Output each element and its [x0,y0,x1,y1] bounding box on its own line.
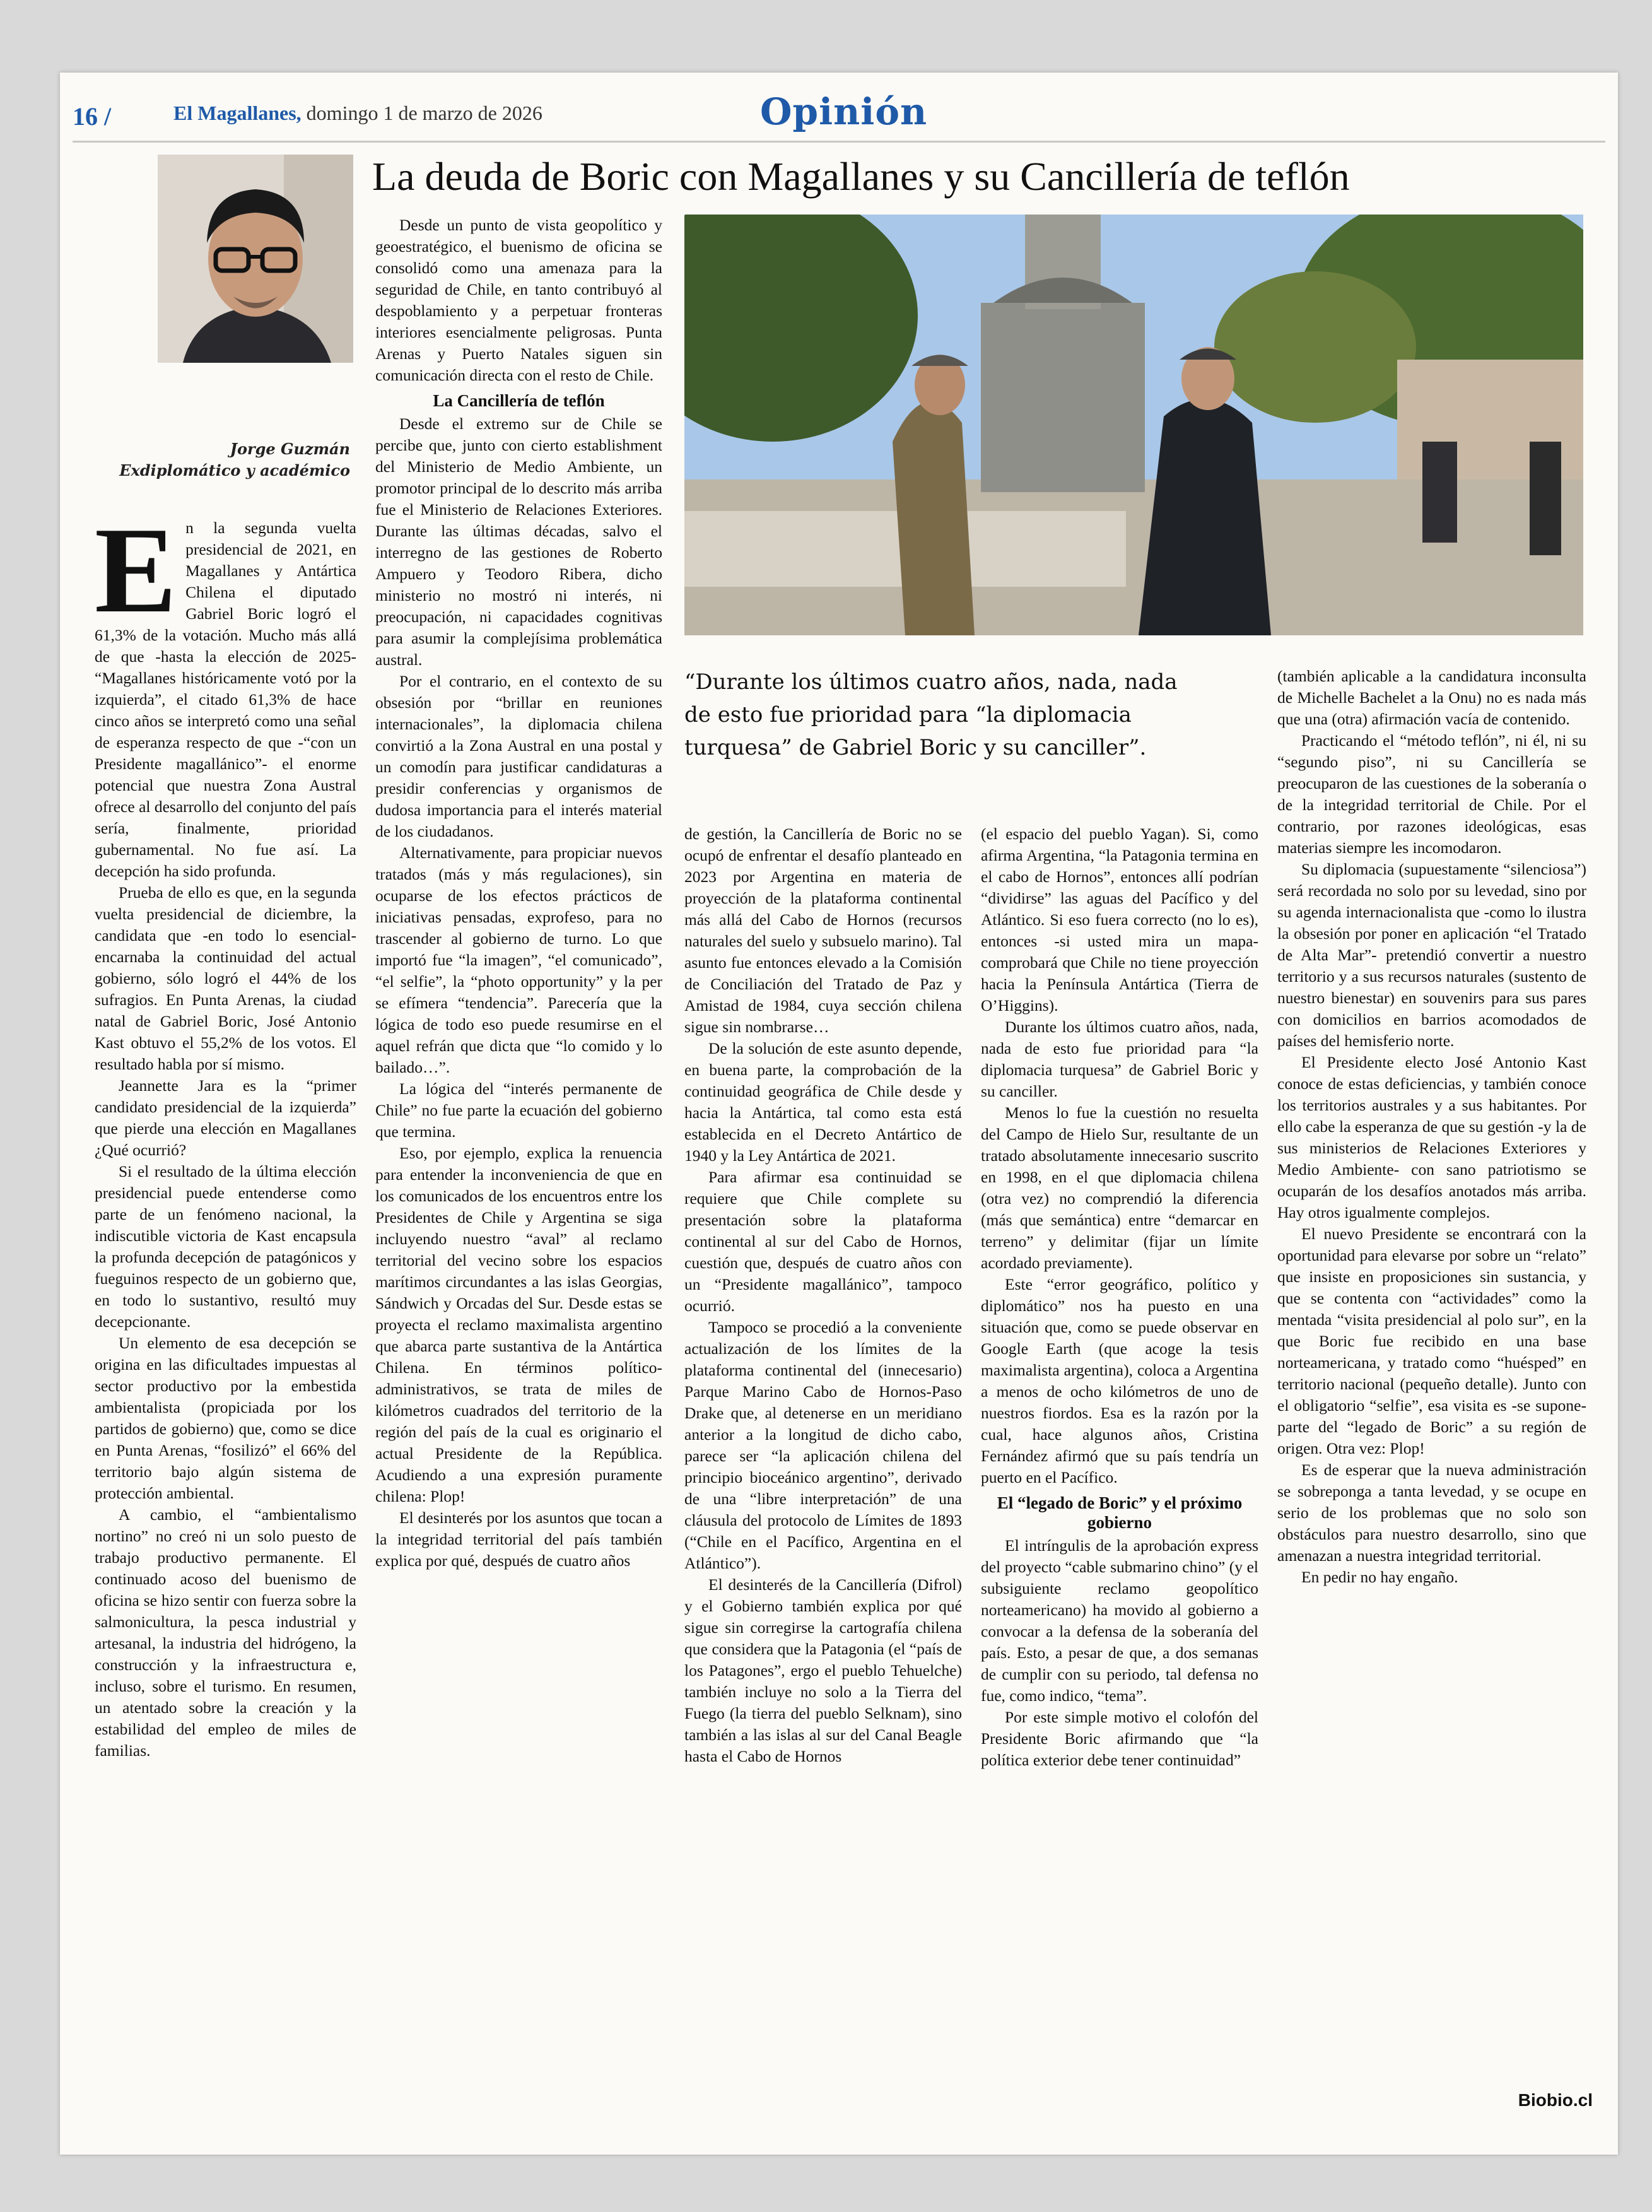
paragraph: Por este simple motivo el colofón del Presidente Boric afirmando que “la política exterior debe tener continuidad” [981,1708,1258,1769]
pull-quote-line: turquesa” de Gabriel Boric y su canciller”. [684,735,1147,760]
article-headline: La deuda de Boric con Magallanes y su Cancillería de teflón [372,154,1350,199]
paragraph: El desinterés de la Cancillería (Difrol) y el Gobierno también explica por qué sigue sin corregirse la cartografía chilena que considera que la Patagonia (el “país de los Patagones”, ergo el pueblo Tehuelche) también incluye no solo a la Tierra del Fuego (la tierra del pueblo Selknam), sino también a las islas al sur del Canal Beagle hasta el Cabo de Hornos [684,1575,962,1765]
paragraph: Desde un punto de vista geopolítico y geoestratégico, el buenismo de oficina se consolidó como una amenaza para la seguridad de Chile, en tanto contribuyó al despoblamiento y a perpetuar fronteras interiores esencialmente peligrosas. Punta Arenas y Puerto Natales siguen sin comunicación directa con el resto de Chile. [375,216,662,384]
paragraph: De la solución de este asunto depende, en buena parte, la comprobación de la continuidad geográfica de Chile desde y hacia la Antártica, tal como esta está establecida en el Decreto Antártico de 1940 y la Ley Antártica de 2021. [684,1039,962,1165]
pull-quote-line: de esto fue prioridad para “la diplomacia [684,702,1132,727]
article-photo [684,215,1583,635]
issue-date: domingo 1 de marzo de 2026 [306,102,542,124]
paragraph: Un elemento de esa decepción se origina en las dificultades impuestas al sector productivo por la embestida ambientalista (propiciada por los partidos de gobierno) que, como se dice en Punta Arenas, “fosilizó” el 66% del territorio bajo algún sistema de protección ambiental. [95,1334,356,1502]
article-column-4 [981,823,1258,2129]
paragraph: (también aplicable a la candidatura inconsulta de Michelle Bachelet a la Onu) no es nada más que una (otra) afirmación vacía de contenido. [1277,667,1586,728]
subheading: La Cancillería de teflón [433,391,605,410]
paragraph: Desde el extremo sur de Chile se percibe que, junto con cierto establishment del Ministerio de Medio Ambiente, un promotor principal de lo descrito más arriba fue el Ministerio de Relaciones Exteriores. Durante las últimas décadas, salvo el interregno de las gestiones de Roberto Ampuero y Teodoro Ribera, dicho ministerio no mostró ni interés, ni preocupación, ni capacidades cognitivas para asumir la complejísima problemática austral. [375,415,662,669]
paragraph: Tampoco se procedió a la conveniente actualización de los límites de la plataforma continental del (innecesario) Parque Marino Cabo de Hornos-Paso Drake que, al detenerse en un meridiano anterior a la longitud de dicho cabo, parece ser “la aplicación chilena del principio bioceánico argentino”, derivado de una “libre interpretación” de una cláusula del protocolo de Límites de 1893 (“Chile en el Pacífico, Argentina en el Atlántico”). [684,1318,962,1572]
pull-quote-line: “Durante los últimos cuatro años, nada, nada [684,669,1178,695]
source-credit: Biobio.cl [1518,2090,1593,2110]
paragraph: En pedir no hay engaño. [1301,1568,1458,1586]
paragraph: Durante los últimos cuatro años, nada, nada de esto fue prioridad para “la diplomacia turquesa” de Gabriel Boric y su canciller. [981,1018,1258,1100]
author-name: Jorge Guzmán [230,440,350,458]
paragraph: El intríngulis de la aprobación express del proyecto “cable submarino chino” (y el subsiguiente reclamo geopolítico norteamericano) ha movido al gobierno a convocar a la defensa de la soberanía del país. Esto, a pesar de que, a dos semanas de cumplir con su periodo, tal defensa no fue, como indico, “tema”. [981,1536,1258,1705]
page-number: 16 / [73,102,112,131]
publication-line [73,102,542,125]
drop-cap: E [95,502,177,638]
paragraph: Si el resultado de la última elección presidencial puede entenderse como parte de un fenómeno nacional, la indiscutible victoria de Kast encapsula la profunda decepción de patagónicos y fueguinos respecto de un gobierno que, en todo lo sustantivo, resultó muy decepcionante. [95,1162,356,1331]
paragraph: El Presidente electo José Antonio Kast conoce de estas deficiencias, y también conoce los territorios australes y a sus habitantes. Por ello cabe la esperanza de que su gestión -y la de sus ministerios de Relaciones Exteriores y Medio Ambiente- con sano patriotismo se ocuparán de los desafíos anotados más arriba. Hay otros igualmente complejos. [1277,1053,1586,1221]
article-column-5 [1277,666,1586,2091]
paragraph: Alternativamente, para propiciar nuevos tratados (más y más regulaciones), sin ocuparse de los efectos prácticos de iniciativas pensadas, exprofeso, para no trascender al gobierno de turno. Lo que importó fue “la imagen”, “el comunicado”, “el selfie”, la “photo opportunity” y la per se efímera “tendencia”. Parecería que la lógica de todo eso puede resumirse en el aquel refrán que dicta que “lo comido y lo bailado…”. [375,844,662,1076]
paragraph: Jeannette Jara es la “primer candidato presidencial de la izquierda” que pierde una elección en Magallanes ¿Qué ocurrió? [95,1076,356,1159]
paragraph: Es de esperar que la nueva administración se sobreponga a tanta levedad, y se ocupe en serio de los problemas que no solo son obstáculos para nuestro desarrollo, sino que amenazan a nuestra integridad territorial. [1277,1461,1586,1565]
paragraph: n la segunda vuelta presidencial de 2021, en Magallanes y Antártica Chilena el diputado Gabriel Boric logró el 61,3% de la votación. Mucho más allá de que -hasta la elección de 2025- “Magallanes históricamente votó por la izquierda”, el citado 61,3% de hace cinco años se interpretó como una señal de esperanza respecto de que -“con un Presidente magallánico”- el enorme potencial que nuestra Zona Austral ofrece al desarrollo del conjunto del país sería, finalmente, prioridad gubernamental. No fue así. La decepción ha sido profunda. [95,519,356,880]
publication-name: El Magallanes, [173,102,302,124]
paragraph: (el espacio del pueblo Yagan). Si, como afirma Argentina, “la Patagonia termina en el cabo de Hornos”, entonces allí podrían “dividirse” las aguas del Pacífico y del Atlántico. Si eso fuera correcto (no lo es), entonces -si usted mira un mapa- comprobará que Chile no tiene proyección hacia la Península Antártica (Tierra de O’Higgins). [981,825,1258,1015]
paragraph: Su diplomacia (supuestamente “silenciosa”) será recordada no solo por su levedad, sino por su agenda internacionalista que -como lo ilustra la obsesión por poner en aplicación “el Tratado de Alta Mar”- pretendió convertir a nuestro territorio y a sus recursos naturales (sustento de nuestro bienestar) en souvenirs para sus pares con domicilios en barrios acomodados de países del hemisferio norte. [1277,860,1586,1050]
newspaper-page [60,73,1618,2155]
section-title: Opinión [760,90,928,133]
paragraph: El nuevo Presidente se encontrará con la oportunidad para elevarse por sobre un “relato” que insiste en proposiciones sin sustancia, y que se contenta con “actividades” como la mentada “visita presidencial al polo sur”, en la que Boric fue recibido en una base norteamericana, y tratado como “huésped” en territorio nacional (pequeño detalle). Junto con el obligatorio “selfie”, esa visita es -se supone- parte del “legado de Boric” a su región de origen. Otra vez: Plop! [1277,1225,1586,1457]
paragraph: Practicando el “método teflón”, ni él, ni su “segundo piso”, ni su Cancillería se preocuparon de las cuestiones de la soberanía o de la integridad territorial de Chile. Por el contrario, por razones ideológicas, esas materias siempre les incomodaron. [1277,731,1586,857]
pull-quote [684,666,1239,764]
article-column-3 [684,823,962,2129]
paragraph: de gestión, la Cancillería de Boric no se ocupó de enfrentar el desafío planteado en 2023 por Argentina en materia de proyección de la plataforma continental más allá del Cabo de Hornos (recursos naturales del suelo y subsuelo marino). Tal asunto fue entonces elevado a la Comisión de Conciliación del Tratado de Paz y Amistad de 1984, cuya sección chilena sigue sin nombrarse… [684,825,962,1036]
author-byline [98,438,350,481]
paragraph: Prueba de ello es que, en la segunda vuelta presidencial de diciembre, la candidata que -en todo lo esencial- encarnaba la continuidad del actual gobierno, sólo logró el 44% de los sufragios. En Punta Arenas, la ciudad natal de Gabriel Boric, José Antonio Kast obtuvo el 55,2% de los votos. El resultado habla por sí mismo. [95,883,356,1073]
author-photo [158,155,353,363]
paragraph: Eso, por ejemplo, explica la renuencia para entender la inconveniencia de que en los comunicados de los encuentros entre los Presidentes de Chile y Argentina se siga incluyendo nuestro “aval” al reclamo territorial del vecino sobre los espacios marítimos circundantes a las islas Georgias, Sándwich y Orcadas del Sur. Desde estas se proyecta el reclamo maximalista argentino que abarca parte sustantiva de la Antártica Chilena. En términos político-administrativos, se trata de miles de kilómetros cuadrados del territorio de la región del país de la cual es originario el actual Presidente de la República. Acudiendo a una expresión puramente chilena: Plop! [375,1144,662,1505]
article-column-2 [375,215,662,2126]
article-column-1 [95,502,356,2126]
page-header [73,84,1605,143]
paragraph: Por el contrario, en el contexto de su obsesión por “brillar en reuniones internacionales”, la diplomacia chilena convirtió a la Zona Austral en una postal y un comodín para justificar candidaturas a presidir conferencias y organismos de dudosa importancia para el interés material de los ciudadanos. [375,672,662,840]
paragraph: Menos lo fue la cuestión no resuelta del Campo de Hielo Sur, resultante de un tratado absolutamente innecesario suscrito en 1998, en el que diplomacia chilena (otra vez) no comprendió la diferencia (más que semántica) entre “demarcar en terreno” y delimitar (fijar un límite acordado previamente). [981,1103,1258,1272]
paragraph: A cambio, el “ambientalismo nortino” no creó ni un solo puesto de trabajo productivo permanente. El continuado acoso del buenismo de oficina se hizo sentir con fuerza sobre la salmonicultura, la pesca industrial y artesanal, la industria del hidrógeno, la construcción y la infraestructura e, incluso, sobre el turismo. En resumen, un atentado sobre la creación y la estabilidad del empleo de miles de familias. [95,1505,356,1760]
author-role: Exdiplomático y académico [119,461,350,479]
paragraph: La lógica del “interés permanente de Chile” no fue parte la ecuación del gobierno que termina. [375,1080,662,1141]
paragraph: Este “error geográfico, político y diplomático” nos ha puesto en una situación que, como se puede observar en Google Earth (que acoge la tesis maximalista argentina), coloca a Argentina a menos de ocho kilómetros de uno de nuestros fiordos. Esa es la razón por la cual, hace algunos años, Cristina Fernández afirmó que su país tendría un puerto en el Pacífico. [981,1275,1258,1486]
paragraph: Para afirmar esa continuidad se requiere que Chile complete su presentación sobre la plataforma continental al sur del Cabo de Hornos, cuestión que, después de cuatro años con un “Presidente magallánico”, tampoco ocurrió. [684,1168,962,1315]
paragraph: El desinterés por los asuntos que tocan a la integridad territorial del país también explica por qué, después de cuatro años [375,1509,662,1570]
subheading: El “legado de Boric” y el próximo gobierno [997,1493,1243,1532]
